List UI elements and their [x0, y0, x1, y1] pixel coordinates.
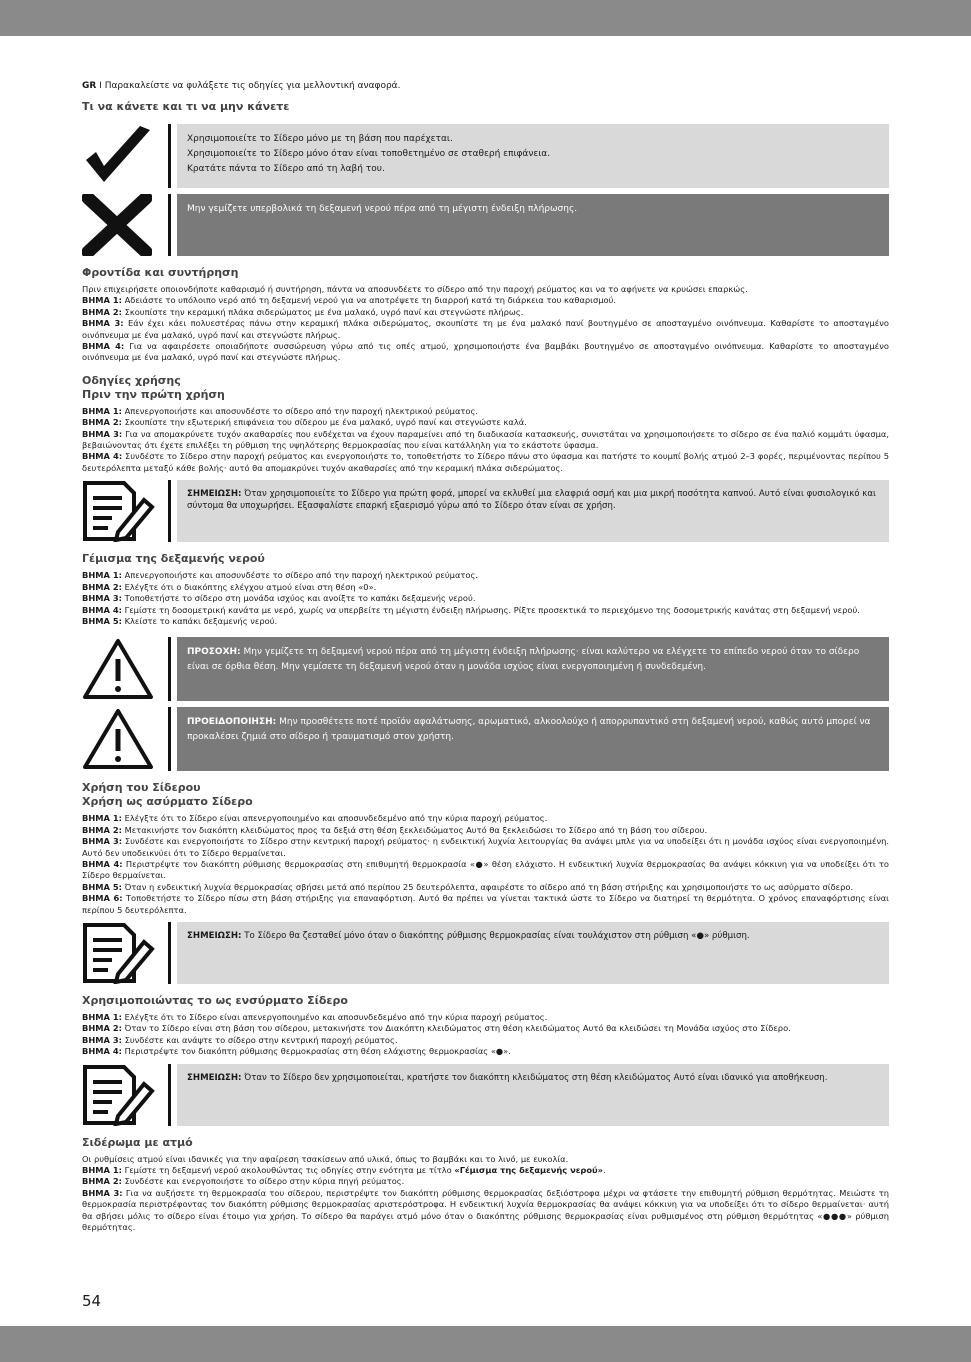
cordless-step: ΒΗΜΑ 6: Τοποθετήστε το Σίδερο πίσω στη βάση στήριξης για επαναφόρτιση. Αυτό θα πρέπει να γίνεται τακτικά ώστε το Σίδερο να διατηρεί τη θερμότητα. Ο χρόνος επαναφόρτισης είναι περίπου 5 δευτερόλεπτα.	[82, 893, 889, 915]
steam-step: ΒΗΜΑ 2: Συνδέστε και ενεργοποιήστε το σίδερο στην κύρια πηγή ρεύματος.	[82, 1176, 405, 1187]
corded-title: Χρησιμοποιώντας το ως ενσύρματο Σίδερο	[82, 993, 348, 1007]
note-icon	[82, 480, 168, 542]
fill-step: ΒΗΜΑ 4: Γεμίστε τη δοσομετρική κανάτα με νερό, χωρίς να υπερβείτε τη μέγιστη ένδειξη πλήρωσης. Ρίξτε προσεκτικά το περιεχόμενο της δοσομετρικής κανάτας στη δεξαμενή νερού.	[82, 604, 860, 615]
cordless-step: ΒΗΜΑ 4: Περιστρέψτε τον διακόπτη ρύθμισης θερμοκρασίας στη επιθυμητή θερμοκρασία «●» θέση ελάχιστο. Η ενδεικτική λυχνία θερμοκρασίας θα ανάψει κόκκινη για να υποδείξει ότι το Σίδερο θερμαίνεται.	[82, 858, 889, 881]
fill-step: ΒΗΜΑ 5: Κλείστε το καπάκι δεξαμενής νερού.	[82, 615, 278, 626]
dos-title: Τι να κάνετε και τι να μην κάνετε	[82, 100, 290, 113]
steam-intro: Οι ρυθμίσεις ατμού είναι ιδανικές για την αφαίρεση τσακίσεων από υλικά, όπως το βαμβάκι και το λινό, με ευκολία.	[82, 1153, 569, 1164]
cordless-section	[82, 781, 889, 984]
fill-title: Γέμισμα της δεξαμενής νερού	[82, 552, 265, 566]
warning-box	[82, 707, 889, 771]
usage-step: ΒΗΜΑ 4: Συνδέστε το Σίδερο στην παροχή ρεύματος και ενεργοποιήστε το, τοποθετήστε το Σίδερο πάνω στο ύφασμα και πατήστε το κουμπί βολής ατμού 2–3 φορές, περιμένοντας περίπου 5 δευτερόλεπτα μεταξύ κάθε βολής· αυτό θα απομακρύνει τυχόν ακαθαρσίες από την κεραμική πλάκα σιδερώματος.	[82, 451, 889, 473]
usage-step: ΒΗΜΑ 3: Για να απομακρύνετε τυχόν ακαθαρσίες που ενδέχεται να έχουν παραμείνει από τη διαδικασία κατασκευής, συνιστάται να χρησιμοποιήσετε το σίδερο σε ένα παλιό κομμάτι ύφασμα, βεβαιώνοντας ότι έχετε επιλέξει τη ρύθμιση της υψηλότερης θερμοκρασίας που είναι κατάλληλη για το εκάστοτε ύφασμα.	[82, 428, 889, 451]
fill-step: ΒΗΜΑ 1: Απενεργοποιήστε και αποσυνδέστε το σίδερο από την παροχή ηλεκτρικού ρεύματος.	[82, 570, 478, 581]
usage-title: Οδηγίες χρήσης	[82, 373, 181, 387]
page-number: 54	[82, 1292, 102, 1310]
corded-section	[82, 994, 889, 1126]
warning-panel: ΠΡΟΕΙΔΟΠΟΙΗΣΗ: Μην προσθέτετε ποτέ προϊόν αφαλάτωσης, αρωματικό, αλκοολούχο ή απορρυπαντικό στη δεξαμενή νερού, καθώς αυτό μπορεί να προκαλέσει ζημιά στο σίδερο ή τραυματισμό στον χρήστη.	[177, 707, 889, 771]
first-use-title: Πριν την πρώτη χρήση	[82, 387, 225, 401]
note-icon	[82, 922, 168, 984]
note-icon	[82, 1064, 168, 1126]
cross-icon	[82, 194, 168, 256]
warning-triangle-icon	[82, 707, 168, 771]
cordless-step: ΒΗΜΑ 3: Συνδέστε και ενεργοποιήστε το Σίδερο στην κεντρική παροχή ρεύματος· η ενδεικτική λυχνία λειτουργίας θα ανάψει μπλε για να υποδείξει ότι η μονάδα ισχύος είναι ενεργοποιημένη. Αυτό δεν υποδεικνύει ότι το Σίδερο θερμαίνεται.	[82, 836, 889, 858]
steam-step: ΒΗΜΑ 3: Για να αυξήσετε τη θερμοκρασία του σίδερου, περιστρέψτε τον διακόπτη ρύθμισης θερμοκρασίας δεξιόστροφα μέχρι να φτάσετε την επιθυμητή ρύθμιση θερμότητας. Μειώστε τη θερμοκρασία περιστρέφοντας τον διακόπτη ρύθμισης θερμοκρασίας αριστερόστροφα. Η ενδεικτική λυχνία θερμοκρασίας θα ανάψει κόκκινη για να υποδείξει ότι το σίδερο θερμαίνεται· αυτή θα σβήσει μόλις το σίδερο είναι έτοιμο για χρήση. Το σίδερο θα παράγει ατμό μόνο όταν ο διακόπτης ρύθμισης θερμοκρασίας είναι ρυθμισμένος στη ρύθμιση θερμότητας «●●●» ρύθμιση θερμότητας.	[82, 1187, 889, 1233]
check-icon	[82, 124, 168, 188]
usage-section	[82, 374, 889, 542]
dont-panel: Μην γεμίζετε υπερβολικά τη δεξαμενή νερού πέρα από τη μέγιστη ένδειξη πλήρωσης.	[177, 194, 889, 256]
care-intro: Πριν επιχειρήσετε οποιονδήποτε καθαρισμό ή συντήρηση, πάντα να αποσυνδέετε το σίδερο από την παροχή ρεύματος και να το αφήνετε να κρυώσει επαρκώς.	[82, 284, 748, 294]
bottom-band	[0, 1326, 971, 1362]
usage-step: ΒΗΜΑ 1: Απενεργοποιήστε και αποσυνδέστε το σίδερο από την παροχή ηλεκτρικού ρεύματος.	[82, 405, 478, 416]
cordless-note: ΣΗΜΕΙΩΣΗ: Το Σίδερο θα ζεσταθεί μόνο όταν ο διακόπτης ρύθμισης θερμοκρασίας είναι τουλάχιστον στη ρύθμιση «●» ρύθμιση.	[177, 922, 889, 984]
fill-section	[82, 552, 889, 771]
corded-note-box	[82, 1064, 889, 1126]
caution-box	[82, 637, 889, 701]
cordless-step: ΒΗΜΑ 1: Ελέγξτε ότι το Σίδερο είναι απενεργοποιημένο και αποσυνδεδεμένο από την κύρια παροχή ρεύματος.	[82, 813, 548, 824]
corded-step: ΒΗΜΑ 4: Περιστρέψτε τον διακόπτη ρύθμισης θερμοκρασίας στη θέση ελάχιστης θερμοκρασίας «●».	[82, 1046, 511, 1057]
cordless-note-box	[82, 922, 889, 984]
care-title: Φροντίδα και συντήρηση	[82, 266, 239, 279]
fill-step: ΒΗΜΑ 3: Τοποθετήστε το σίδερο στη μονάδα ισχύος και ανοίξτε το καπάκι δεξαμενής νερού.	[82, 593, 476, 604]
do-box	[82, 124, 889, 188]
care-step: ΒΗΜΑ 2: Σκουπίστε την κεραμική πλάκα σιδερώματος με ένα μαλακό, υγρό πανί και στεγνώστε πλήρως.	[82, 306, 524, 317]
care-step: ΒΗΜΑ 4: Για να αφαιρέσετε οποιαδήποτε συσσώρευση γύρω από τις οπές ατμού, χρησιμοποιήστε ένα βαμβάκι βουτηγμένο σε αποσταγμένο οινόπνευμα. Καθαρίστε το αποσταγμένο οινόπνευμα με ένα μαλακό, υγρό πανί και στεγνώστε πλήρως.	[82, 341, 889, 363]
top-band	[0, 0, 971, 36]
dont-box	[82, 194, 889, 256]
usage-step: ΒΗΜΑ 2: Σκουπίστε την εξωτερική επιφάνεια του σίδερου με ένα μαλακό, υγρό πανί και στεγνώστε καλά.	[82, 417, 527, 428]
warning-triangle-icon	[82, 637, 168, 701]
cordless-step: ΒΗΜΑ 2: Μετακινήστε τον διακόπτη κλειδώματος προς τα δεξιά στη θέση ξεκλειδώματος Αυτό θα ξεκλειδώσει το Σίδερο από τη βάση του σίδερου.	[82, 824, 708, 835]
usage-note: ΣΗΜΕΙΩΣΗ: Όταν χρησιμοποιείτε το Σίδερο για πρώτη φορά, μπορεί να εκλυθεί μια ελαφριά οσμή και μια μικρή ποσότητα καπνού. Αυτό είναι φυσιολογικό και σύντομα θα υποχωρήσει. Εξασφαλίστε επαρκή εξαερισμό γύρω από το Σίδερο όταν είναι σε χρήση.	[177, 480, 889, 542]
corded-note: ΣΗΜΕΙΩΣΗ: Όταν το Σίδερο δεν χρησιμοποιείται, κρατήστε τον διακόπτη κλειδώματος στη θέση κλειδώματος Αυτό είναι ιδανικό για αποθήκευση.	[177, 1064, 889, 1126]
usage-note-box	[82, 480, 889, 542]
cordless-title: Χρήση ως ασύρματο Σίδερο	[82, 795, 253, 809]
care-step: ΒΗΜΑ 1: Αδειάστε το υπόλοιπο νερό από τη δεξαμενή νερού για να αποτρέψετε τη διαρροή κατά τη διάρκεια του καθαρισμού.	[82, 295, 617, 306]
do-panel: Χρησιμοποιείτε το Σίδερο μόνο με τη βάση που παρέχεται. Χρησιμοποιείτε το Σίδερο μόνο όταν είναι τοποθετημένο σε σταθερή επιφάνεια. Κρατάτε πάντα το Σίδερο από τη λαβή του.	[177, 124, 889, 188]
steam-section	[82, 1136, 889, 1234]
caution-panel: ΠΡΟΣΟΧΗ: Μην γεμίζετε τη δεξαμενή νερού πέρα από τη μέγιστη ένδειξη πλήρωσης· είναι καλύτερο να ελέγχετε το επίπεδο νερού όταν το σίδερο είναι σε όρθια θέση. Μην γεμίσετε τη δεξαμενή νερού όταν η μονάδα ισχύος είναι ενεργοποιημένη ή συνδεδεμένη.	[177, 637, 889, 701]
corded-step: ΒΗΜΑ 3: Συνδέστε και ανάψτε το σίδερο στην κεντρική παροχή ρεύματος.	[82, 1034, 398, 1045]
care-section	[82, 266, 889, 364]
page-content	[82, 80, 889, 1233]
care-step: ΒΗΜΑ 3: Εάν έχει κάει πολυεστέρας πάνω στην κεραμική πλάκα σιδερώματος, σκουπίστε τη με ένα μαλακό πανί βουτηγμένο σε αποσταγμένο οινόπνευμα. Καθαρίστε το αποσταγμένο οινόπνευμα με ένα μαλακό, υγρό πανί και στεγνώστε πλήρως.	[82, 318, 889, 340]
fill-step: ΒΗΜΑ 2: Ελέγξτε ότι ο διακόπτης ελέγχου ατμού είναι στη θέση «0».	[82, 581, 377, 592]
steam-step: ΒΗΜΑ 1: Γεμίστε τη δεξαμενή νερού ακολουθώντας τις οδηγίες στην ενότητα με τίτλο «Γέμισμα της δεξαμενής νερού».	[82, 1165, 606, 1175]
intro-line: GR I Παρακαλείστε να φυλάξετε τις οδηγίες για μελλοντική αναφορά.	[82, 81, 401, 91]
corded-step: ΒΗΜΑ 1: Ελέγξτε ότι το Σίδερο είναι απενεργοποιημένο και αποσυνδεδεμένο από την κύρια παροχή ρεύματος.	[82, 1011, 548, 1022]
steam-title: Σιδέρωμα με ατμό	[82, 1135, 193, 1149]
cordless-step: ΒΗΜΑ 5: Όταν η ενδεικτική λυχνία θερμοκρασίας σβήσει μετά από περίπου 25 δευτερόλεπτα, αφαιρέστε το σίδερο από τη βάση στήριξης και χρησιμοποιήστε το ως ασύρματο σίδερο.	[82, 881, 854, 892]
corded-step: ΒΗΜΑ 2: Όταν το Σίδερο είναι στη βάση του σίδερου, μετακινήστε τον Διακόπτη κλειδώματος στη θέση κλειδώματος Αυτό θα κλειδώσει τη Μονάδα ισχύος στο Σίδερο.	[82, 1023, 791, 1034]
iron-usage-title: Χρήση του Σίδερου	[82, 781, 201, 795]
